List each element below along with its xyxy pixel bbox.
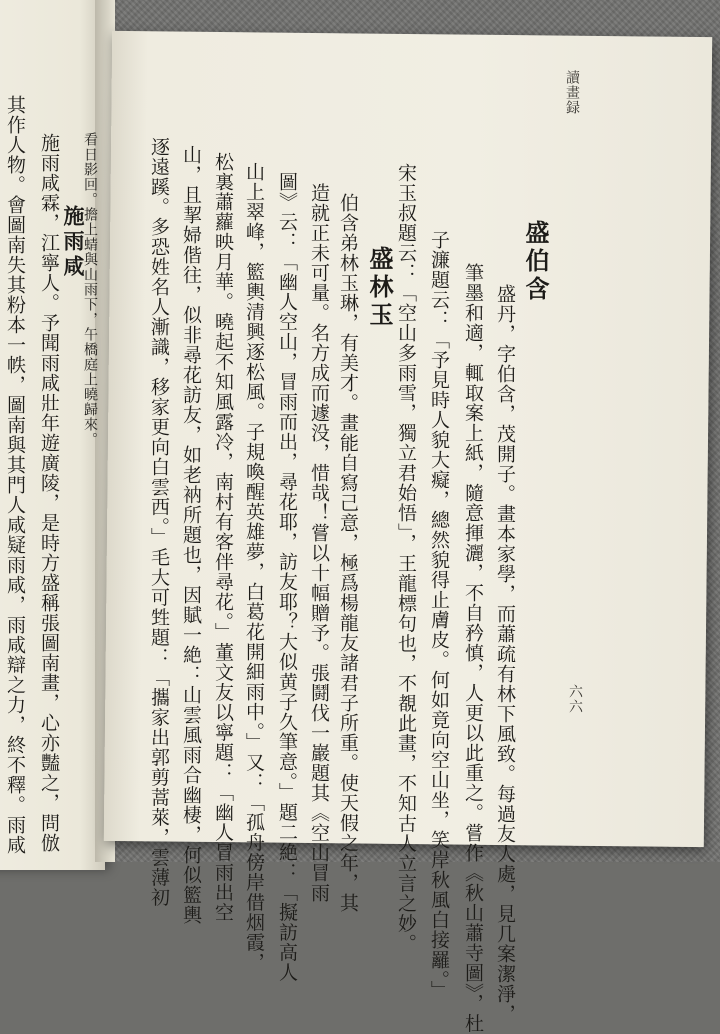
text-column: 山上翠峰，籃輿清興逐松風。子規喚醒英雄夢，白葛花開細雨中。」又：「孤舟傍岸借烟霞，	[243, 162, 265, 973]
text-column: 子濂題云：「予見時人貌大癡，總然貌得止膚皮。何如竟向空山坐，笑岸秋風白接䍦。」	[428, 230, 450, 1001]
section-heading-sheng-bohan: 盛伯含	[521, 220, 550, 304]
text-column: 伯含弟林玉琳，有美才。畫能自寫己意，極爲楊龍友諸君子所重。使天假之年，其	[337, 193, 359, 913]
text-column: 盛丹，字伯含，茂開子。畫本家學，而蕭疏有林下風致。每過友人處，見几案潔淨，	[494, 284, 516, 1024]
text-column: 山，且挈婦偕往，似非尋花訪友，如老衲所題也，因賦一絶：山雲風雨合幽棲，何似籃輿	[180, 145, 202, 925]
text-column: 圖》云：「幽人空山，冒雨而出，尋花耶，訪友耶？大似黄子久筆意。」題二絶：「擬訪高人	[276, 172, 298, 983]
text-column: 筆墨和適，輒取案上紙，隨意揮灑，不自矜慎，人更以此重之。嘗作《秋山蕭寺圖》，杜	[462, 263, 484, 1034]
text-column: 宋玉叔題云：「空山多雨雪，獨立君始悟」，王龍標句也，不覩此畫，不知古人立言之妙。	[395, 163, 417, 954]
text-column: 松裏蕭蘿映月華。曉起不知風露冷，南村有客伴尋花。」董文友以寧題：「幽人冒雨出空	[212, 152, 234, 923]
running-title: 讀畫録	[564, 70, 580, 115]
text-column: 造就正未可量。名方成而遽没，惜哉！嘗以十幅贈予。張鬪伐一巖題其《空山冒雨	[308, 183, 330, 903]
left-section-heading: 施雨咸	[61, 205, 86, 280]
page-number: 六六	[567, 684, 583, 714]
left-text-column: 施雨咸霖，江寧人。予聞雨咸壯年遊廣陵，是時方盛稱張圖南畫，心亦豔之，問倣	[38, 133, 60, 853]
left-small-text: 看日影回。擔上蜻與山雨下，午橋庭上曉歸來。	[82, 132, 98, 447]
section-heading-sheng-linyu: 盛林玉	[365, 246, 394, 330]
left-text-column: 其作人物。會圖南失其粉本一帙，圖南與其門人咸疑雨咸，雨咸辯之力，終不釋。雨咸	[4, 95, 26, 855]
text-column: 逐遠蹊。多恐姓名人漸識，移家更向白雲西。」毛大可甡題：「攜家出郭剪蒿萊，雲薄初	[148, 137, 170, 908]
